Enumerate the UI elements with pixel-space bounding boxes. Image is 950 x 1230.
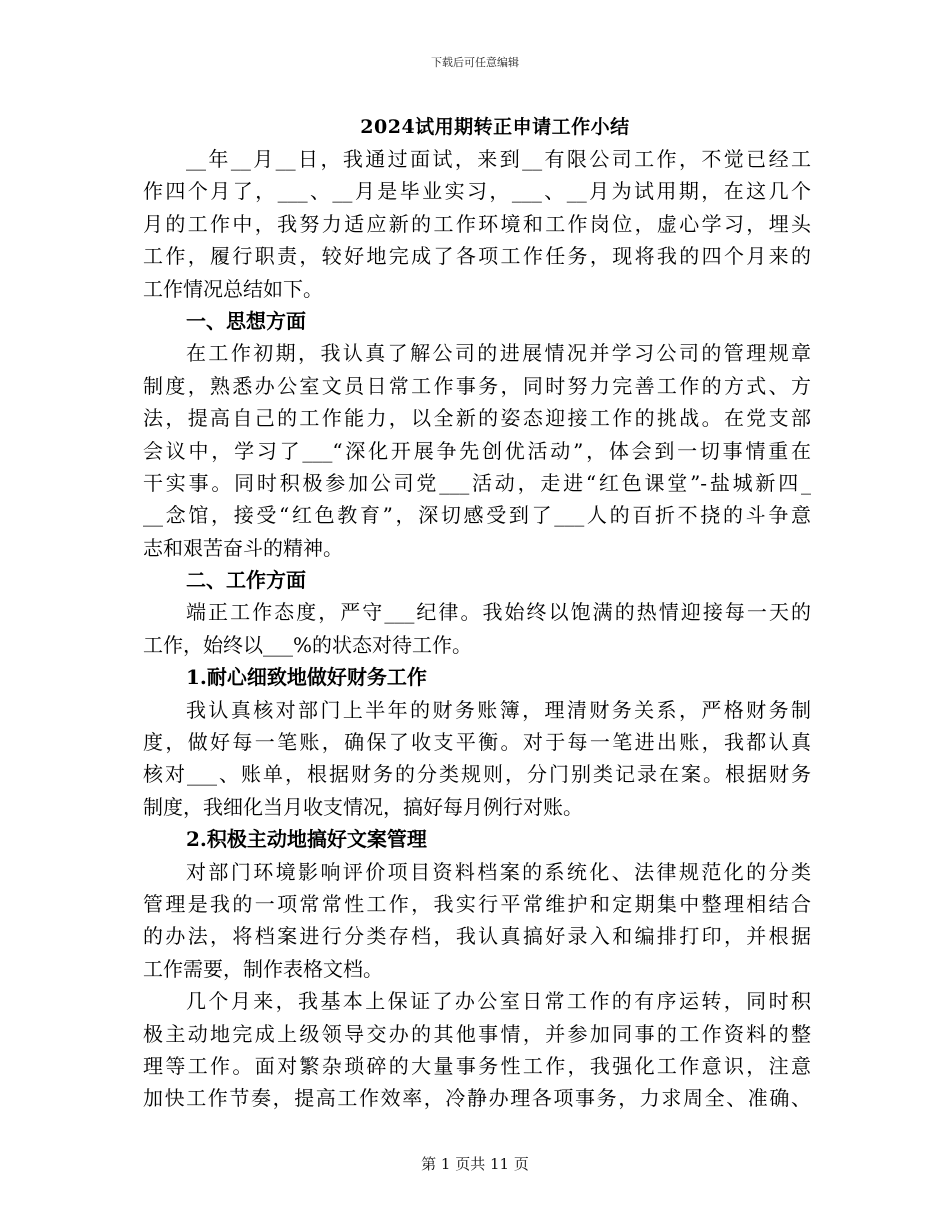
paragraph-line: 干实事。同时积极参加公司党___活动，走进“红色课堂”-盐城新四_: [143, 470, 811, 495]
paragraph-line: __年__月__日，我通过面试，来到__有限公司工作，不觉已经工: [186, 147, 811, 171]
paragraph-line: 工作，履行职责，较好地完成了各项工作任务，现将我的四个月来的: [143, 244, 811, 269]
paragraph-line: 极主动地完成上级领导交办的其他事情，并参加同事的工作资料的整: [143, 1021, 811, 1046]
header-note: 下载后可任意编辑: [431, 56, 519, 69]
document-title: 2024试用期转正申请工作小结: [360, 116, 630, 138]
page-footer: 第 1 页共 11 页: [421, 1155, 529, 1173]
paragraph-line: 志和艰苦奋斗的精神。: [143, 535, 343, 560]
paragraph-line: 我认真核对部门上半年的财务账簿，理清财务关系，严格财务制: [186, 697, 811, 722]
paragraph-line: 法，提高自己的工作能力，以全新的姿态迎接工作的挑战。在党支部: [143, 406, 811, 431]
paragraph-line: 核对___、账单，根据财务的分类规则，分门别类记录在案。根据财务: [143, 762, 811, 787]
paragraph-line: 理等工作。面对繁杂琐碎的大量事务性工作，我强化工作意识，注意: [143, 1053, 811, 1078]
paragraph-line: 管理是我的一项常常性工作，我实行平常维护和定期集中整理相结合: [143, 891, 811, 916]
paragraph-line: 制度，熟悉办公室文员日常工作事务，同时努力完善工作的方式、方: [143, 373, 811, 398]
subsection-heading: 1.耐心细致地做好财务工作: [186, 665, 427, 690]
paragraph-line: 几个月来，我基本上保证了办公室日常工作的有序运转，同时积: [186, 989, 811, 1014]
document-body: [143, 143, 811, 1115]
paragraph-line: 工作情况总结如下。: [143, 276, 323, 301]
paragraph-line: 制度，我细化当月收支情况，搞好每月例行对账。: [143, 794, 583, 819]
paragraph-line: 加快工作节奏，提高工作效率，冷静办理各项事务，力求周全、准确、: [143, 1086, 811, 1111]
paragraph-line: 端正工作态度，严守___纪律。我始终以饱满的热情迎接每一天的: [186, 600, 811, 625]
section-heading: 二、工作方面: [186, 568, 306, 593]
paragraph-line: 月的工作中，我努力适应新的工作环境和工作岗位，虚心学习，埋头: [143, 211, 811, 236]
paragraph-line: 作四个月了，___、__月是毕业实习，___、__月为试用期，在这几个: [143, 179, 811, 204]
paragraph-line: 对部门环境影响评价项目资料档案的系统化、法律规范化的分类: [186, 859, 811, 884]
paragraph-line: 在工作初期，我认真了解公司的进展情况并学习公司的管理规章: [186, 341, 811, 366]
section-heading: 一、思想方面: [186, 308, 306, 333]
paragraph-line: 会议中，学习了___“深化开展争先创优活动”，体会到一切事情重在: [143, 438, 811, 463]
paragraph-line: 的办法，将档案进行分类存档，我认真搞好录入和编排打印，并根据: [143, 924, 811, 949]
paragraph-line: 工作需要，制作表格文档。: [143, 956, 383, 981]
paragraph-line: 度，做好每一笔账，确保了收支平衡。对于每一笔进出账，我都认真: [143, 730, 811, 755]
subsection-heading: 2.积极主动地搞好文案管理: [186, 827, 427, 852]
paragraph-line: 工作，始终以___%的状态对待工作。: [143, 632, 473, 657]
paragraph-line: __念馆，接受“红色教育”，深切感受到了___人的百折不挠的斗争意: [143, 503, 811, 528]
